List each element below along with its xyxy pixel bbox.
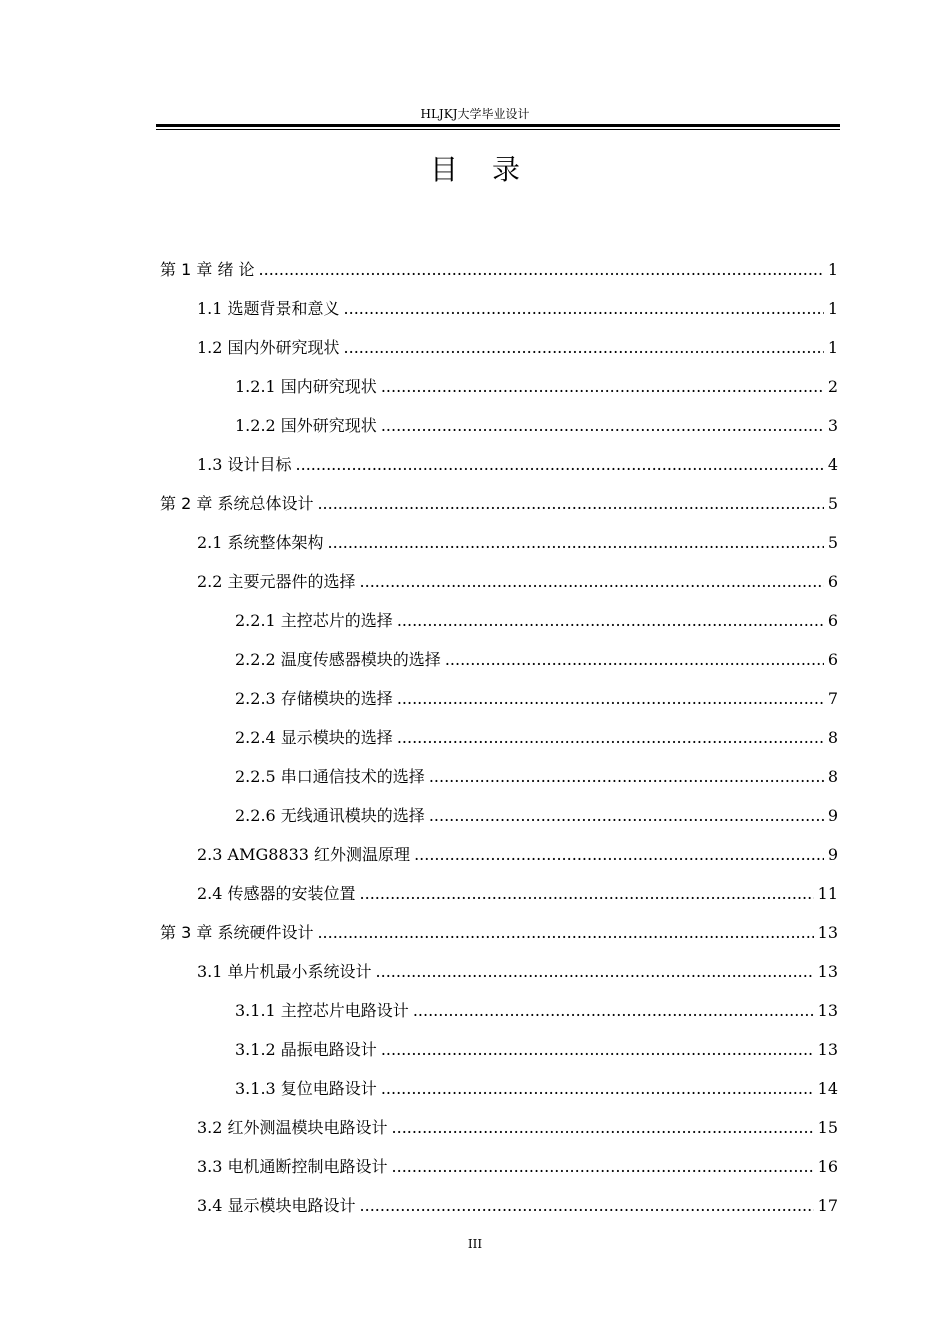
toc-entry-page: 6 — [827, 572, 838, 591]
toc-entry[interactable] — [160, 1108, 838, 1147]
toc-leader-dots — [328, 523, 824, 562]
toc-leader-dots — [429, 796, 824, 835]
toc-entry-page: 8 — [827, 767, 838, 786]
toc-entry-label: 2.3 AMG8833 红外测温原理 — [197, 845, 411, 864]
toc-leader-dots — [381, 367, 824, 406]
toc-entry-page: 9 — [827, 845, 838, 864]
toc-entry[interactable] — [160, 796, 838, 835]
toc-entry-label: 3.1.2 晶振电路设计 — [235, 1040, 377, 1059]
toc-entry-page: 9 — [827, 806, 838, 825]
toc-entry[interactable] — [160, 445, 838, 484]
toc-leader-dots — [259, 250, 824, 289]
toc-entry-page: 1 — [827, 299, 838, 318]
page-header: HLJKJ大学毕业设计 — [420, 107, 530, 121]
toc-entry-page: 17 — [817, 1196, 838, 1215]
toc-leader-dots — [445, 640, 824, 679]
header-rule-thick — [156, 124, 840, 127]
toc-entry[interactable] — [160, 718, 838, 757]
toc-entry-label: 2.2.6 无线通讯模块的选择 — [235, 806, 425, 825]
toc-entry-page: 3 — [827, 416, 838, 435]
toc-entry-label: 2.2.4 显示模块的选择 — [235, 728, 393, 747]
toc-entry-label: 3.1.3 复位电路设计 — [235, 1079, 377, 1098]
toc-entry[interactable] — [160, 328, 838, 367]
toc-leader-dots — [413, 991, 814, 1030]
toc-entry-label: 1.2 国内外研究现状 — [197, 338, 340, 357]
toc-entry-label: 1.1 选题背景和意义 — [197, 299, 340, 318]
toc-entry-label: 3.1.1 主控芯片电路设计 — [235, 1001, 409, 1020]
toc-entry-label: 3.2 红外测温模块电路设计 — [197, 1118, 388, 1137]
toc-entry-page: 5 — [827, 494, 838, 513]
toc-entry[interactable] — [160, 874, 838, 913]
toc-entry[interactable] — [160, 523, 838, 562]
toc-entry-page: 5 — [827, 533, 838, 552]
toc-entry[interactable] — [160, 913, 838, 952]
toc-entry-page: 6 — [827, 611, 838, 630]
toc-entry[interactable] — [160, 1147, 838, 1186]
toc-entry-label: 2.4 传感器的安装位置 — [197, 884, 356, 903]
toc-leader-dots — [381, 1030, 814, 1069]
page-title: 目录 — [429, 153, 554, 186]
toc-entry[interactable] — [160, 1030, 838, 1069]
toc-leader-dots — [360, 562, 824, 601]
toc-entry[interactable] — [160, 250, 838, 289]
table-of-contents — [160, 250, 838, 1225]
toc-leader-dots — [381, 1069, 814, 1108]
toc-entry-page: 13 — [817, 923, 838, 942]
toc-entry-label: 第 3 章 系统硬件设计 — [160, 923, 314, 942]
toc-entry[interactable] — [160, 562, 838, 601]
toc-leader-dots — [381, 406, 824, 445]
toc-entry-page: 7 — [827, 689, 838, 708]
toc-entry[interactable] — [160, 289, 838, 328]
toc-entry-page: 8 — [827, 728, 838, 747]
toc-entry-page: 1 — [827, 260, 838, 279]
toc-leader-dots — [360, 874, 814, 913]
toc-entry-label: 1.2.2 国外研究现状 — [235, 416, 377, 435]
toc-entry-page: 2 — [827, 377, 838, 396]
toc-entry-page: 13 — [817, 1001, 838, 1020]
toc-entry-label: 2.1 系统整体架构 — [197, 533, 324, 552]
toc-leader-dots — [392, 1108, 814, 1147]
toc-entry-label: 1.2.1 国内研究现状 — [235, 377, 377, 396]
toc-leader-dots — [360, 1186, 814, 1225]
toc-entry[interactable] — [160, 367, 838, 406]
toc-leader-dots — [429, 757, 824, 796]
toc-entry-page: 15 — [817, 1118, 838, 1137]
toc-entry[interactable] — [160, 640, 838, 679]
toc-leader-dots — [344, 289, 824, 328]
toc-entry-label: 1.3 设计目标 — [197, 455, 292, 474]
toc-leader-dots — [317, 913, 813, 952]
toc-entry-page: 16 — [817, 1157, 838, 1176]
toc-entry-label: 2.2.5 串口通信技术的选择 — [235, 767, 425, 786]
toc-leader-dots — [397, 718, 824, 757]
toc-leader-dots — [376, 952, 814, 991]
toc-entry-label: 第 1 章 绪 论 — [160, 260, 255, 279]
page-number: III — [467, 1237, 483, 1251]
toc-entry-page: 11 — [817, 884, 838, 903]
toc-entry-label: 3.4 显示模块电路设计 — [197, 1196, 356, 1215]
toc-entry[interactable] — [160, 952, 838, 991]
toc-leader-dots — [296, 445, 824, 484]
toc-entry[interactable] — [160, 757, 838, 796]
toc-entry[interactable] — [160, 1186, 838, 1225]
toc-leader-dots — [317, 484, 823, 523]
toc-entry-label: 3.3 电机通断控制电路设计 — [197, 1157, 388, 1176]
toc-leader-dots — [397, 601, 824, 640]
toc-leader-dots — [414, 835, 824, 874]
toc-entry[interactable] — [160, 601, 838, 640]
toc-entry[interactable] — [160, 991, 838, 1030]
toc-entry-page: 14 — [817, 1079, 838, 1098]
toc-leader-dots — [344, 328, 824, 367]
toc-entry-page: 4 — [827, 455, 838, 474]
toc-leader-dots — [397, 679, 824, 718]
toc-entry-label: 2.2.3 存储模块的选择 — [235, 689, 393, 708]
toc-entry-label: 3.1 单片机最小系统设计 — [197, 962, 372, 981]
toc-entry-label: 2.2.1 主控芯片的选择 — [235, 611, 393, 630]
toc-entry[interactable] — [160, 835, 838, 874]
toc-entry[interactable] — [160, 1069, 838, 1108]
toc-entry-page: 6 — [827, 650, 838, 669]
toc-entry[interactable] — [160, 406, 838, 445]
toc-entry-page: 1 — [827, 338, 838, 357]
toc-leader-dots — [392, 1147, 814, 1186]
toc-entry[interactable] — [160, 484, 838, 523]
toc-entry-page: 13 — [817, 1040, 838, 1059]
toc-entry-label: 2.2.2 温度传感器模块的选择 — [235, 650, 441, 669]
toc-entry-page: 13 — [817, 962, 838, 981]
toc-entry-label: 2.2 主要元器件的选择 — [197, 572, 356, 591]
header-rule-thin — [156, 129, 840, 130]
toc-entry[interactable] — [160, 679, 838, 718]
toc-entry-label: 第 2 章 系统总体设计 — [160, 494, 314, 513]
